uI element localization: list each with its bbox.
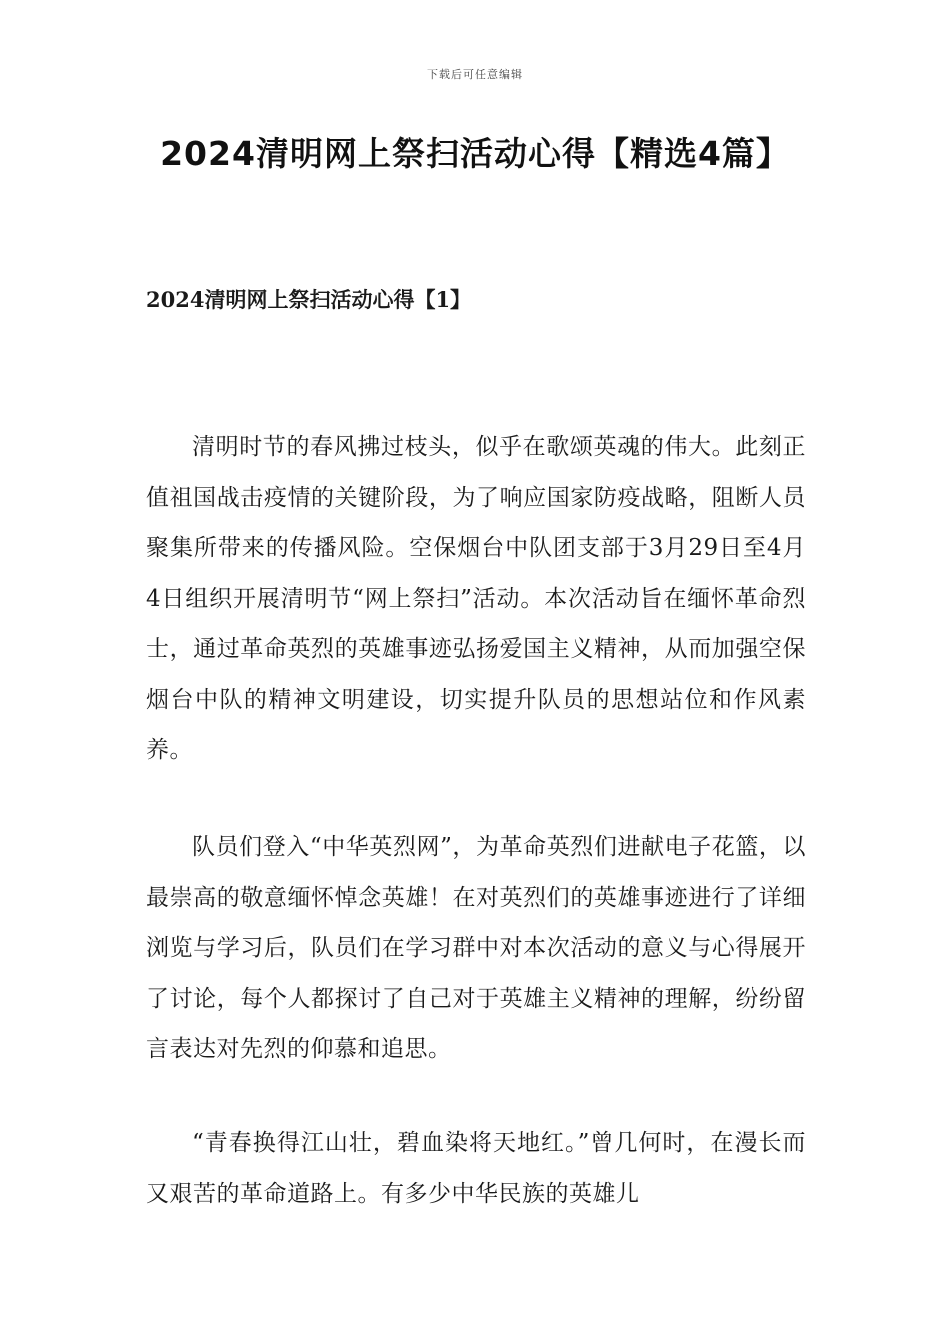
section-heading: 2024清明网上祭扫活动心得【1】 xyxy=(146,287,472,312)
header-note: 下载后可任意编辑 xyxy=(427,68,523,81)
document-title: 2024清明网上祭扫活动心得【精选4篇】 xyxy=(160,134,790,173)
body-paragraph: 队员们登入“中华英烈网”，为革命英烈们进献电子花篮，以最崇高的敬意缅怀悼念英雄！在对英烈们的英雄事迹进行了详细浏览与学习后，队员们在学习群中对本次活动的意义与心得展开了讨论，每个人都探讨了自己对于英雄主义精神的理解，纷纷留言表达对先烈的仰慕和追思。 xyxy=(146,834,806,1062)
body-paragraph: 清明时节的春风拂过枝头，似乎在歌颂英魂的伟大。此刻正值祖国战击疫情的关键阶段，为了响应国家防疫战略，阻断人员聚集所带来的传播风险。空保烟台中队团支部于3月29日至4月4日组织开展清明节“网上祭扫”活动。本次活动旨在缅怀革命烈士，通过革命英烈的英雄事迹弘扬爱国主义精神，从而加强空保烟台中队的精神文明建设，切实提升队员的思想站位和作风素养。 xyxy=(146,434,806,763)
body-paragraph: “青春换得江山壮，碧血染将天地红。”曾几何时，在漫长而又艰苦的革命道路上。有多少中华民族的英雄儿 xyxy=(146,1130,806,1207)
